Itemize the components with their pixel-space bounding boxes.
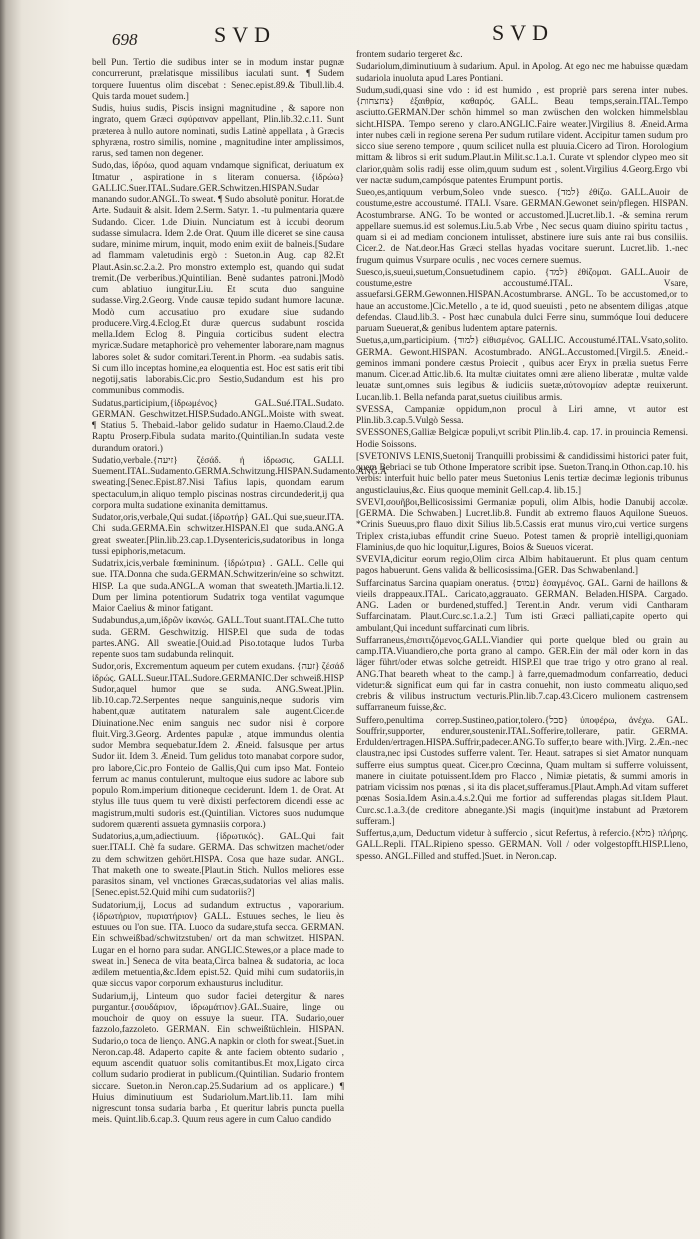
- running-head-left: SVD: [214, 22, 277, 47]
- dictionary-entry: Sudum,sudi,quasi sine vdo : id est humido , est propriè pars serena inter nubes.{צחצחות} ἐξαιθρία, καθαρός. GALL. Beau temps,serain.ITAL.Tempo asciutto.GERMAN.Der schön himmel so man zwüschen den wolcken himmelsblau sicht.HISPA. Tempo sereno y claro.ANGLIC.Faire weater.]Virgilius 8. Æneid.Arma inter nubes cæli in regione serena Per sudum rutilare vident. Accipitur tamen sudum pro sicco siue sereno tempore , quum scilicet nulla est pluuia.Cicero ad Tiron. Horologium mittam & libros si erit sudum.Plaut.in Milit.sc.1.a.1. Curate vt splendor clypeo meo sit clarior,quàm solis radij esse olim,quum sudum est , solent.Virgilius 4.Georg.Ergo vbi ver nactæ sudum,campósque patentes Erumpunt portis.: [356, 85, 688, 186]
- dictionary-entry: Sudatus,participium,{ἱδρωμένος} GAL.Sué.ITAL.Sudato. GERMAN. Geschwitzet.HISP.Sudado.ANGL.Moiste with sweat. ¶ Statius 5. Thebaid.-labor gelido sudatur in Haemo.Claud.2.de Raptu Proserp.Fibula sudata marito.(Quintilian.In sudata veste durandum oratori.): [92, 398, 344, 454]
- dictionary-entry: Suffarcinatus Sarcina quapiam oneratus. {עמוס} ἐσαγμένος. GAL. Garni de haillons & vieils drappeaux.ITAL. Caricato,aggrauato. GERMAN. Beladen.HISPA. Cargado. ANG. Laden or burdened,stuffed.] Terent.in Andr. verum vidi Cantharam Suffarcinatam. Plaut.Curc.sc.1.a.2.] Tum isti Græci palliati,capite operto qui ambulant,Qui incedunt suffarcinati cum libris.: [356, 578, 688, 634]
- dictionary-entry: Suesco,is,sueui,suetum,Consuetudinem capio. {למד} ἐθίζομαι. GALL.Auoir de coustume,estre accoustumé.ITAL. Vsare, assuefarsi.GERM.Gewonnen.HISPAN.Acostumbrarse. ANGL. To be accustomed,or to haue an accustome.]Cic.Metello , a te id, quod sueuisti , peto ne absentem diligas ,atque defendas. Claud.lib.3. - Post hæc cunabula dulci Ferre sinu, summóque Ioui deducere paruam Sueuerat,& genibus ludentem aptare paternis.: [356, 267, 688, 334]
- dictionary-entry: Sudatrix,icis,verbale fœmininum. {ἱδρώτρια} . GALL. Celle qui sue. ITA.Donna che suda.GERMAN.Schwitzerin/eine so schwitzt. HISP. La que suda.ANGL.A woman that sweateth.]Martia.li.12. Dum per limina potentiorum Sudatrix toga ventilat vagumque Maior Caelius & minor fatigant.: [92, 559, 344, 614]
- dictionary-entry: Sudabundus,a,um,ἱδρῶν ἱκανώς. GALL.Tout suant.ITAL.Che tutto suda. GERM. Geschwitzig. HISP.El que suda de todas partes.ANG. All sweatie.[Ouid.ad Piso.totaque ludos Turba repente suos tam sudabunda relinquit.: [92, 616, 344, 660]
- dictionary-entry: SVESSA, Campaniæ oppidum,non procul à Liri amne, vt autor est Plin.lib.3.cap.5.Vulgò Sessa.: [356, 404, 688, 426]
- dictionary-entry: Suetus,a,um,participium. {למוד} εἰθισμένος. GALLIC. Accoustumé.ITAL.Vsato,solito. GERMA. Gewont.HISPAN. Acostumbrado. ANGL.Accustomed.[Virgil.5. Æneid.-geminos immani pondere cæstus Proiecit , quibus acer Eryx in prælia suetus Ferre manum. Cicer.ad Attic.lib.6. Ita multæ ciuitates omni ære alieno liberatæ , multæ valde leuatæ sunt,omnes suis legibus & iudiciis suetæ,αὐτονομίαν adeptæ reuixerunt. Lucan.lib.1. Bella nefanda parat,suetus ciuilibus armis.: [356, 336, 688, 403]
- page-number: 698: [112, 30, 138, 49]
- dictionary-entry: Suffero,penultima correp.Sustineo,patior,tolero.{סבל} ὑποφέρω, ἀνέχω. GAL. Souffrir,supporter, endurer,soustenir.ITAL.Sofferire,tollerare, patir. GERMA. Erdulden/ertragen.HISPA.Suffrir,padecer.ANG.To suffer,to beare with.]Virg. 2.Æn.-nec claustra,nec ipsi Custodes sufferre valent. Ter. Heaut. satrapes si siet Amator nunquam sufferre eius sumptus queat. Cicer.pro Cœcinna, Quam multam si sufferre voluissent, manere in ciuitate potuissent.Idem pro Flacco , Nimiæ pietatis, & summi amoris in patriam vicissim nos pœnas , si ita dis placet,sufferamus.[Plaut.Amph.Ad vitam sufferet pœnas Sosia.Idem Asin.a.4.s.2.Qui me fortior ad sufferendas plagas sit.Idem Plaut. Curc.sc.1.a.3.(de creditore abnegante.)Si magis (inquit)me instabunt ad Prætorem sufferam.]: [356, 715, 688, 827]
- left-column: [92, 58, 387, 1232]
- dictionary-entry: SVESSONES,Galliæ Belgicæ populi,vt scribit Plin.lib.4. cap. 17. in prouincia Remensi. Hodie Soissons.: [356, 428, 688, 450]
- dictionary-entry: frontem sudario tergeret &c.: [356, 50, 463, 60]
- dictionary-entry: [SVETONIVS LENIS,Suetonij Tranquilli probissimi & candidissimi historici pater fuit, quem Bebriaci se tub Othone Imperatore scribit ipse. Sueton.Tranq.in Othon.cap.10. his verbis: interfuit huic bello pater meus Suetonius Lenis tertiæ decimæ legionis tribunus angusticlauius,&c. Eius quoque meminit Gell.cap.4. lib.15.]: [356, 451, 688, 496]
- dictionary-entry: Sudatorium,ij, Locus ad sudandum extructus , vaporarium. {ἱδρωτήριον, πυριατήριον} GALL. Estuues seches, le lieu ès estuues ou l'on sue. ITA. Luoco da sudare,stufa secca. GERMAN. Ein schweißbad/schwitzstuben/ ort da man schwitzet. HISPAN. Lugar en el horno para sudar. ANGLIC.Stewes,or a place made to sweat in.] Seneca de vita beata,Circa balnea & sudatoria, ac loca ædilem metuentia,&c.Idem epist.52. Quid mihi cum sudatoriis,in quæ siccus vapor corporum exhausturus includitur.: [92, 900, 344, 990]
- dictionary-entry: Sudariolum,diminutiuum à sudarium. Apul. in Apolog. At ego nec me habuisse quædam sudariola inuoluta apud Lares Pontiani.: [356, 62, 688, 84]
- dictionary-entry: Sudator,oris,verbale,Qui sudat.{ἱδρωτήρ} GAL.Qui sue,sueur.ITA. Chi suda.GERMA.Ein schwitzer.HISPAN.El que suda.ANG.A great sweater.[Plin.lib.23.cap.1.Dysentericis,sudatoribus in longa tussi epiphoris,metacum.: [92, 513, 344, 557]
- dictionary-entry: Sudarium,ij, Linteum quo sudor faciei detergitur & nares purgantur.{σουδάριον, ἱδρωμάτιον}.GAL.Suaire, linge ou mouchoir de quoy on essuye la sueur. ITA. Sudario,ouer fazzolo,fazzoleto. GERMAN. Ein schweißtüchlein. HISPAN. Sudario,o toca de lienço. ANG.A napkin or cloth for sweat.[Suet.in Neron.cap.48. Adaperto capite & ante faciem obtento sudario , equum ascendit quatuor solis comitantibus.Et mox,Ligato circa collum sudario prodierat in publicum.(Quintilian. Sudario frontem siccare. Sueton.in Neron.cap.25.Sudarium ad os applicare.) ¶ Huius diminutiuum est Sudariolum.Mart.lib.11. Iam mihi nigrescunt tonsa sudaria barba , Et queritur labris puncta puella meis. Quint.lib.6.cap.3. Quum reus agere in cum Caluo candido: [92, 991, 344, 1126]
- running-head-right: SVD: [492, 20, 555, 45]
- dictionary-entry: Sudatorius,a,um,adiectiuum. {ἱδρωτικός}. GAL.Qui fait suer.ITALI. Chè fa sudare. GERMA. Das schwitzen machet/oder zu dem schwitzen gehört.HISPA. Cosa que haze sudar. ANGL. That maketh one to sweate.[Plaut.in Stich. Nullos meliores esse parasitos sinam, vel vnctiones Græcas,sudatorias vel alias malis.[Senec.epist.52.Quid mihi cum sudatoriis?]: [92, 832, 344, 899]
- dictionary-entry: Sudis, huius sudis, Piscis insigni magnitudine , & sapore non ingrato, quem Græci σφύραιναν appellant, Plin.lib.32.c.11. Sunt præterea à nullo autore nominati, sudis Latinè appellata , à Græcis sphyræna, rostro similis, nomine , magnitudine inter amplissimos, rarus, sed tamen non degener.: [92, 104, 344, 159]
- right-column: [356, 50, 688, 1232]
- dictionary-entry: Sudatio,verbale.{זיעה} ζέσάδ. ἡ ἱδρωσις. GALLI. Suement.ITAL.Sudamento.GERMA.Schwitzung.HISPAN.Sudamento.ANG.A sweating.[Senec.Epist.87.Nisi Tafius lapis, quondam earum spectaculum,in aliquo templo piscinas nostras circundederit,ij qua corpora multa sudatione exinanita demittamus.: [92, 455, 387, 511]
- dictionary-entry: SVEVI,σουῆβοι,Bellicosissimi Germaniæ populi, olim Albis, hodie Danubij accolæ. [GERMA. Die Schwaben.] Lucret.lib.8. Fundit ab extremo flauos Aquilone Sueuos. *Crinis Sueuus,pro flauo dixit Silius lib.5.Cassis erat munus viro,cui vertice surgens Triplex crista,iubas effundit crine Sueuo. Potest tamen & propriè intelligi,quoniam Flaminius,de quo hic loquitur,Ligures, Boios & Sueuos vicerat.: [356, 497, 688, 553]
- dictionary-entry: bell Pun. Tertio die sudibus inter se in modum instar pugnæ concurrerunt, prælatisque missilibus iaculati sunt. ¶ Sudem torquere Iuuentus olim discebat : Senec.epist.89.& Tibull.lib.4. Quis tarda mouet sudem.]: [92, 58, 344, 102]
- dictionary-entry: Suffarraneus,ἐπισιτιζόμενος.GALL.Viandier qui porte quelque bled ou grain au camp.ITA.Viuandiero,che porta grano al campo. GER.Ein der mäl oder korn in das läger führt/oder etwas solche getreidt. HISP.El que trae trigo y otro grano al real. ANG.That beareth wheat to the camp.] à farre,quemadmodum confarreatio, deduci videtur:& significat eum qui far in castra conuehit, non iusto commeatu aliquo,sed crebris & vilibus instructum vecturis.Plin.lib.7.cap.43.Cicero mulionem castrensem suffarraneum fuisse,&c.: [356, 635, 688, 714]
- dictionary-entry: SVEVIA,dicitur eorum regio,Olim circa Albim habitauerunt. Et plus quam centum pagos habuerunt. Gens valida & bellicosissima.[GER. Das Schwabenland.]: [356, 555, 688, 577]
- dictionary-entry: Sudor,oris, Excrementum aqueum per cutem exudans. {זעה} ζέσάδ ἱδρώς. GALL.Sueur.ITAL.Sudore.GERMANIC.Der schweiß.HISP Sudor,aquel humor que se suda. ANG.Sweat.]Plin. lib.10.cap.72.Serpentes neque sanguinis,neque sudoris vim habent,quæ autitatem naturalem sale augent.Cicer.de Diuinatione.Nec enim sanguis nec sudor nisi è corpore fluit.Virg.3.Georg. Ardentes papulæ , atque immundus olentia sudor Membra sequebatur.Idem 2. Æneid. falsusque per artus Sudor iit. Idem 3. Æneid. Tum gelidus toto manabat corpore sudor, pro labore,Cic.pro Fonteio de Gallis,Qui cum ipso Mat. Fonteio ferrum ac manus contulerunt, multoque eius sudore ac labore sub populo Rom.imperium ditioneque ceciderunt. Idem 1. de Orat. At stylus ille tuus quem tu verè dixisti perfectorem dicendi esse ac magistrum,multi sudoris est.(Quintilian. Victores suos nudumque sudorem quærenti assueta gymnasiis corpora.): [92, 662, 344, 830]
- dictionary-entry: Suffertus,a,um, Deductum videtur à suffercio , sicut Refertus, à refercio.{מלא} πλήρης. GALL.Repli. ITAL.Ripieno spesso. GERMAN. Voll / oder volgestopfft.HISP.Lleno, spesso. ANGL.Filled and stuffed.]Suet. in Neron.cap.: [356, 829, 688, 862]
- dictionary-entry: Sudo,das, ἱδρόω, quod aquam vndamque significat, deriuatum ex Itmatur , aspiratione in s literam conuersa. {ἱδρώω} GALLIC.Suer.ITAL.Sudare.GER.Schwitzen.HISPAN.Sudar manando sudor.ANGL.To sweat. ¶ Sudo absolutè ponitur. Horat.de Arte. Sudauit & alsit. Idem 2.Serm. Satyr. 1. -tu pulmentaria quære Sudando. Cicer. 1.de Diuin. Nunciatum est à iccubi deorum sudasse simulacra. Idem 2.de Orat. Quum ille diceret se sine causa sudare, minime mirum, inquit, modo enim exiit de balneis.[Sudare ad flammam valetudinis ergò : Sueton.in Aug. cap 82.Et Plaut.Asin.sc.2.a.2. Pro monstro extemplo est, quando qui sudat tremit.(De verberibus.)Quintilian. Benè sudantes patroni.]Modò cum ablatiuo iungitur.Liu. Et scuta duo sanguine sudasse.Virg.2.Georg. Vnde causæ tepido sudant humore lacunæ. Modò cum accusatiuo pro exudare siue sudando producere.Virg.4.Eclog.Et duræ quercus sudabunt roscida mella.Idem Eclog 8. Pinguia corticibus sudent electra myricæ.Sudare metaphoricè pro vehementer laborare,nam magnus labores solet & sudor comitari.Terent.in Phorm. -ea sudabis satis. Si cum illo inceptas homine,ea eloquentia est. Hoc est satis erit tibi negotij,satis laborabis.Cic.pro Sestio,Sudandum est his pro communibus commodis.: [92, 161, 344, 397]
- dictionary-entry: Sueo,es,antiquum verbum,Soleo vnde suesco. {למד} ἐθίζω. GALL.Auoir de coustume,estre accoustumé. ITALI. Vsare. GERMAN.Gewonet sein/pflegen. HISPAN. Acostumbrarse. ANG. To be wonted or accustomed.]Lucret.lib.1. -& semina rerum appellare suemus.id est solemus.Liu.5.ab Vrbe , Nec secus quam diuino spiritu tactus , quam si ei ad mediam concionem intulisset, abstinere iure suis ante rai bus consiliis. Cicer.2. de Nat.deor.Has Græci stellas hyadas vocitare suerunt. Lucret.lib. 1.-nec frugum quimus Vsurpare oculis , nec voces cernere suemus.: [356, 188, 688, 266]
